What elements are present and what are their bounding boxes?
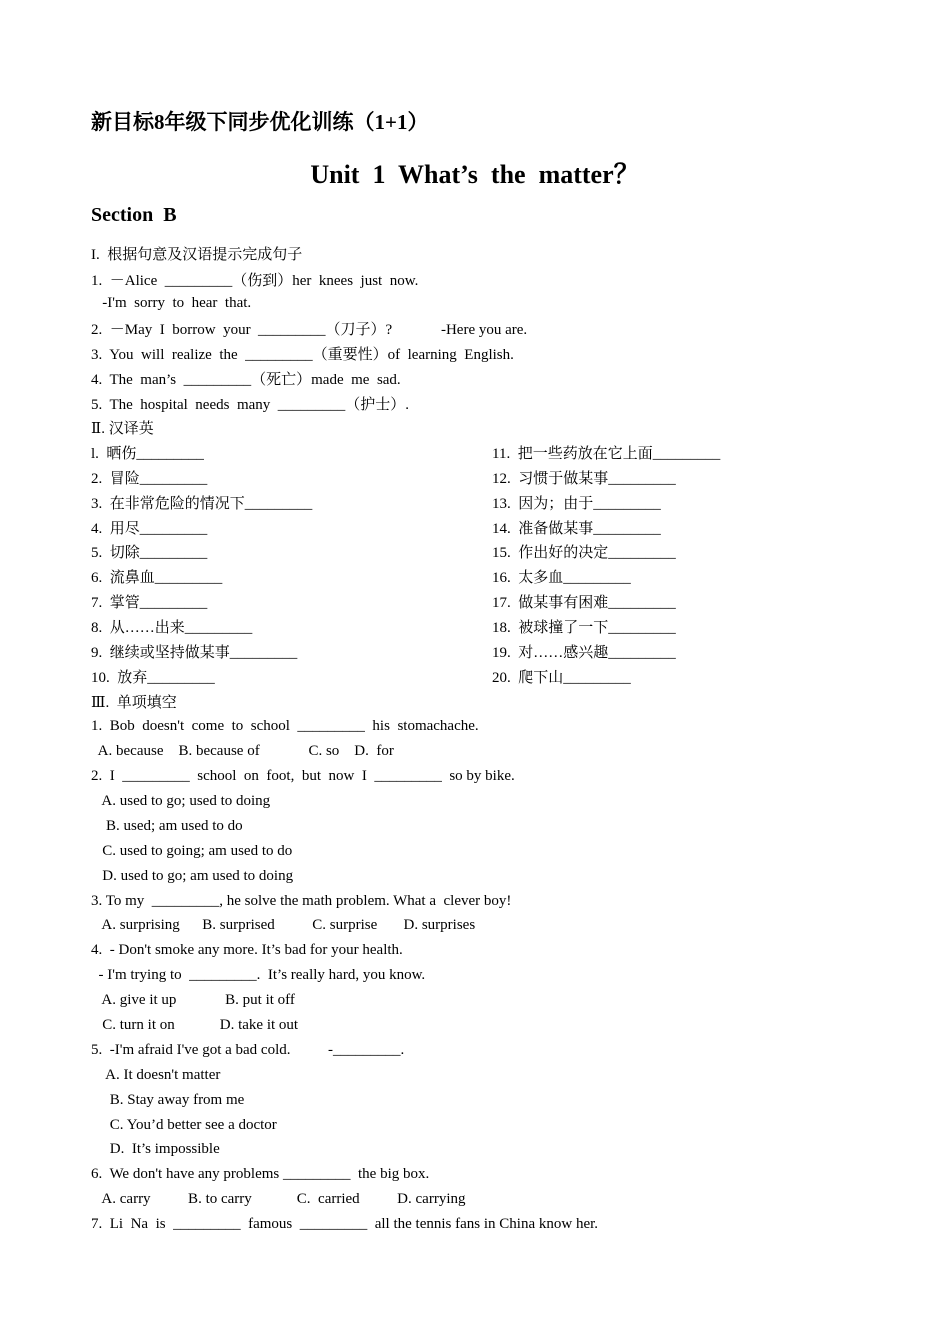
option-line: C. turn it on D. take it out <box>91 1017 299 1033</box>
translation-item: 11. 把一些药放在它上面_________ <box>492 446 721 462</box>
question-line: 5. -I'm afraid I've got a bad cold. -_________. <box>91 1042 405 1058</box>
translation-item: 12. 习惯于做某事_________ <box>492 471 676 487</box>
translation-item: 5. 切除_________ <box>91 545 208 561</box>
part3-heading: Ⅲ. 单项填空 <box>91 695 177 711</box>
part1-line: -I'm sorry to hear that. <box>91 295 252 311</box>
document-title: 新目标8年级下同步优化训练（1+1） <box>91 110 429 134</box>
translation-item: 15. 作出好的决定_________ <box>492 545 676 561</box>
option-line: A. It doesn't matter <box>91 1067 221 1083</box>
translation-item: 8. 从……出来_________ <box>91 620 253 636</box>
translation-item: 10. 放弃_________ <box>91 670 215 686</box>
option-line: D. It’s impossible <box>91 1141 220 1157</box>
question-line: - I'm trying to _________. It’s really hard, you know. <box>91 967 426 983</box>
option-line: C. used to going; am used to do <box>91 843 293 859</box>
translation-item: 2. 冒险_________ <box>91 471 208 487</box>
translation-item: 13. 因为；由于_________ <box>492 496 661 512</box>
part1-line: 3. You will realize the _________（重要性）of learning English. <box>91 347 514 363</box>
option-line: A. give it up B. put it off <box>91 992 295 1008</box>
translation-item: 9. 继续或坚持做某事_________ <box>91 645 298 661</box>
option-line: B. used; am used to do <box>91 818 243 834</box>
translation-item: l. 晒伤_________ <box>91 446 204 462</box>
question-line: 3. To my _________, he solve the math problem. What a clever boy! <box>91 893 512 909</box>
translation-item: 7. 掌管_________ <box>91 595 208 611</box>
option-line: A. because B. because of C. so D. for <box>91 743 394 759</box>
question-line: 6. We don't have any problems _________ the big box. <box>91 1166 430 1182</box>
translation-item: 19. 对……感兴趣_________ <box>492 645 676 661</box>
translation-item: 6. 流鼻血_________ <box>91 570 223 586</box>
question-line: 4. - Don't smoke any more. It’s bad for your health. <box>91 942 403 958</box>
option-line: A. carry B. to carry C. carried D. carrying <box>91 1191 466 1207</box>
question-line: 1. Bob doesn't come to school _________ his stomachache. <box>91 718 479 734</box>
option-line: A. used to go; used to doing <box>91 793 271 809</box>
question-line: 2. I _________ school on foot, but now I _________ so by bike. <box>91 768 515 784</box>
part1-line: 2. －May I borrow your _________（刀子）? -Here you are. <box>91 322 528 338</box>
section-title: Section B <box>91 204 177 226</box>
translation-item: 17. 做某事有困难_________ <box>492 595 676 611</box>
translation-item: 4. 用尽_________ <box>91 521 208 537</box>
translation-item: 3. 在非常危险的情况下_________ <box>91 496 313 512</box>
option-line: D. used to go; am used to doing <box>91 868 294 884</box>
part1-line: 5. The hospital needs many _________（护士）. <box>91 397 410 413</box>
translation-item: 20. 爬下山_________ <box>492 670 631 686</box>
translation-item: 16. 太多血_________ <box>492 570 631 586</box>
option-line: C. You’d better see a doctor <box>91 1117 277 1133</box>
part1-line: 1. －Alice _________（伤到）her knees just now. <box>91 273 419 289</box>
question-line: 7. Li Na is _________ famous _________ all the tennis fans in China know her. <box>91 1216 599 1232</box>
part1-heading: I. 根据句意及汉语提示完成句子 <box>91 247 303 263</box>
option-line: B. Stay away from me <box>91 1092 245 1108</box>
translation-item: 14. 准备做某事_________ <box>492 521 661 537</box>
part1-line: 4. The man’s _________（死亡）made me sad. <box>91 372 401 388</box>
translation-item: 18. 被球撞了一下_________ <box>492 620 676 636</box>
part2-heading: Ⅱ. 汉译英 <box>91 421 154 437</box>
option-line: A. surprising B. surprised C. surprise D. surprises <box>91 917 476 933</box>
unit-title: Unit 1 What’s the matter？ <box>310 160 640 189</box>
